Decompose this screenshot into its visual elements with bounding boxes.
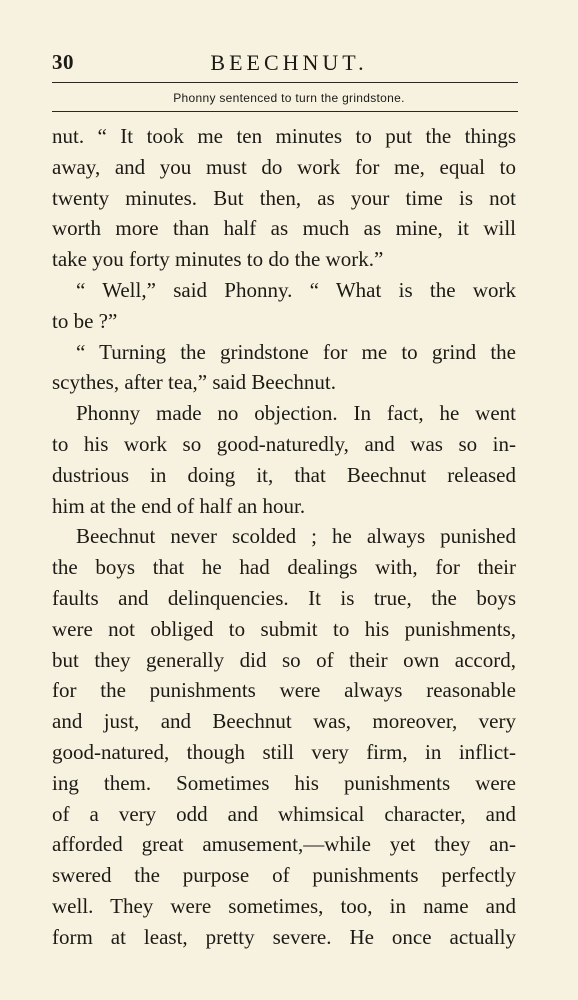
text-line: him at the end of half an hour. bbox=[52, 493, 306, 518]
body-text bbox=[52, 121, 516, 953]
text-line: Beechnut never scolded ; he always punished bbox=[76, 524, 516, 549]
text-line: for the punishments were always reasonable bbox=[52, 678, 516, 703]
text-line: nut. “ It took me ten minutes to put the things bbox=[52, 124, 516, 148]
text-line: to his work so good-naturedly, and was so in- bbox=[52, 431, 516, 456]
text-line: dustrious in doing it, that Beechnut released bbox=[52, 462, 516, 487]
text-line: afforded great amusement,—while yet they an- bbox=[52, 832, 516, 857]
text-line: well. They were sometimes, too, in name and bbox=[52, 893, 516, 918]
text-line: scythes, after tea,” said Beechnut. bbox=[52, 370, 336, 395]
chapter-subtitle: Phonny sentenced to turn the grindstone. bbox=[173, 91, 405, 105]
header-rule-top bbox=[52, 82, 518, 83]
text-line: “ Well,” said Phonny. “ What is the work bbox=[76, 277, 516, 302]
text-line: “ Turning the grindstone for me to grind the bbox=[76, 339, 516, 364]
text-line: ing them. Sometimes his punishments were bbox=[52, 770, 516, 795]
text-line: the boys that he had dealings with, for their bbox=[52, 555, 516, 580]
text-line: and just, and Beechnut was, moreover, very bbox=[52, 709, 516, 734]
text-line: swered the purpose of punishments perfectly bbox=[52, 863, 516, 888]
text-line: of a very odd and whimsical character, and bbox=[52, 801, 516, 826]
header-rule-bottom bbox=[52, 111, 518, 112]
text-line: to be ?” bbox=[52, 308, 118, 333]
page-number: 30 bbox=[52, 50, 74, 74]
text-line: form at least, pretty severe. He once actually bbox=[52, 924, 516, 949]
text-line: worth more than half as much as mine, it will bbox=[52, 216, 516, 241]
text-line: Phonny made no objection. In fact, he went bbox=[76, 401, 516, 426]
text-line: but they generally did so of their own accord, bbox=[52, 647, 516, 672]
text-line: good-natured, though still very firm, in inflict- bbox=[52, 739, 516, 764]
text-line: were not obliged to submit to his punishments, bbox=[52, 616, 516, 641]
running-head: BEECHNUT. bbox=[210, 50, 368, 75]
text-line: faults and delinquencies. It is true, the boys bbox=[52, 585, 516, 610]
text-line: twenty minutes. But then, as your time is not bbox=[52, 185, 516, 210]
text-line: take you forty minutes to do the work.” bbox=[52, 247, 384, 272]
text-line: away, and you must do work for me, equal to bbox=[52, 154, 516, 179]
